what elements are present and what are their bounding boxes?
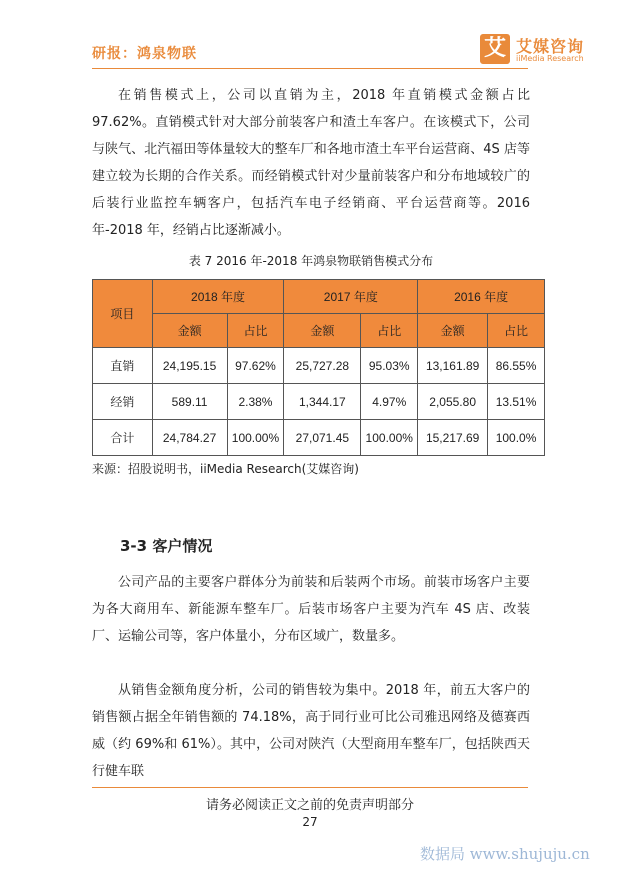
table-cell: 97.62% <box>227 348 284 384</box>
table-row <box>93 384 545 420</box>
subheader-ratio: 占比 <box>488 314 545 348</box>
subheader-amount: 金额 <box>284 314 361 348</box>
table-cell: 25,727.28 <box>284 348 361 384</box>
report-header-title: 研报：鸿泉物联 <box>92 46 197 62</box>
table-cell: 589.11 <box>152 384 227 420</box>
table-cell: 24,784.27 <box>152 420 227 456</box>
table-source-note: 来源：招股说明书，iiMedia Research(艾媒咨询) <box>92 462 359 476</box>
table-caption: 表 7 2016 年-2018 年鸿泉物联销售模式分布 <box>188 254 434 268</box>
header-item: 项目 <box>93 280 153 348</box>
header-year-2016: 2016 年度 <box>418 280 545 314</box>
paragraph-customer-groups: 公司产品的主要客户群体分为前装和后装两个市场。前装市场客户主要为各大商用车、新能源车整车厂。后装市场客户主要为汽车 4S 店、改装厂、运输公司等，客户体量小，分布区域广，数量多。 <box>92 575 530 644</box>
subheader-ratio: 占比 <box>227 314 284 348</box>
header-divider <box>92 68 528 69</box>
table-cell: 4.97% <box>361 384 418 420</box>
row-label: 合计 <box>93 420 153 456</box>
site-watermark: 数据局 www.shujuju.cn <box>420 845 590 863</box>
paragraph-sales-model: 在销售模式上，公司以直销为主，2018 年直销模式金额占比 97.62%。直销模式针对大部分前装客户和渣土车客户。在该模式下，公司与陕气、北汽福田等体量较大的整车厂和各地市渣土车平台运营商、4S 店等建立较为长期的合作关系。而经销模式针对少量前装客户和分布地域较广的后装行业监控车辆客户，包括汽车电子经销商、平台运营商等。2016 年-2018 年，经销占比逐渐减小。 <box>92 88 530 238</box>
page-number: 27 <box>302 815 318 829</box>
table-cell: 24,195.15 <box>152 348 227 384</box>
table-cell: 95.03% <box>361 348 418 384</box>
table-row <box>93 420 545 456</box>
paragraph-sales-concentration: 从销售金额角度分析，公司的销售较为集中。2018 年，前五大客户的销售额占据全年销售额的 74.18%，高于同行业可比公司雅迅网络及德赛西威（约 69%和 61%）。其中，公司对陕汽（大型商用车整车厂，包括陕西天行健车联 <box>92 683 530 779</box>
section-heading: 3-3 客户情况 <box>120 537 213 555</box>
header-year-2018: 2018 年度 <box>152 280 284 314</box>
logo-subtitle: iiMedia Research <box>516 54 584 63</box>
logo-name: 艾媒咨询 <box>516 37 585 56</box>
table-cell: 13.51% <box>488 384 545 420</box>
iimedia-logo <box>480 34 600 68</box>
table-cell: 100.00% <box>361 420 418 456</box>
footer-disclaimer: 请务必阅读正文之前的免责声明部分 <box>205 798 414 813</box>
footer-divider <box>92 787 528 788</box>
table-cell: 15,217.69 <box>418 420 488 456</box>
row-label: 经销 <box>93 384 153 420</box>
table-cell: 2.38% <box>227 384 284 420</box>
sales-model-table <box>92 279 545 456</box>
table-cell: 2,055.80 <box>418 384 488 420</box>
table-row <box>93 348 545 384</box>
table-cell: 1,344.17 <box>284 384 361 420</box>
table-cell: 100.0% <box>488 420 545 456</box>
subheader-amount: 金额 <box>418 314 488 348</box>
logo-mark: 艾 <box>480 34 510 64</box>
table-cell: 86.55% <box>488 348 545 384</box>
subheader-amount: 金额 <box>152 314 227 348</box>
subheader-ratio: 占比 <box>361 314 418 348</box>
header-year-2017: 2017 年度 <box>284 280 418 314</box>
table-cell: 27,071.45 <box>284 420 361 456</box>
row-label: 直销 <box>93 348 153 384</box>
table-cell: 100.00% <box>227 420 284 456</box>
table-cell: 13,161.89 <box>418 348 488 384</box>
